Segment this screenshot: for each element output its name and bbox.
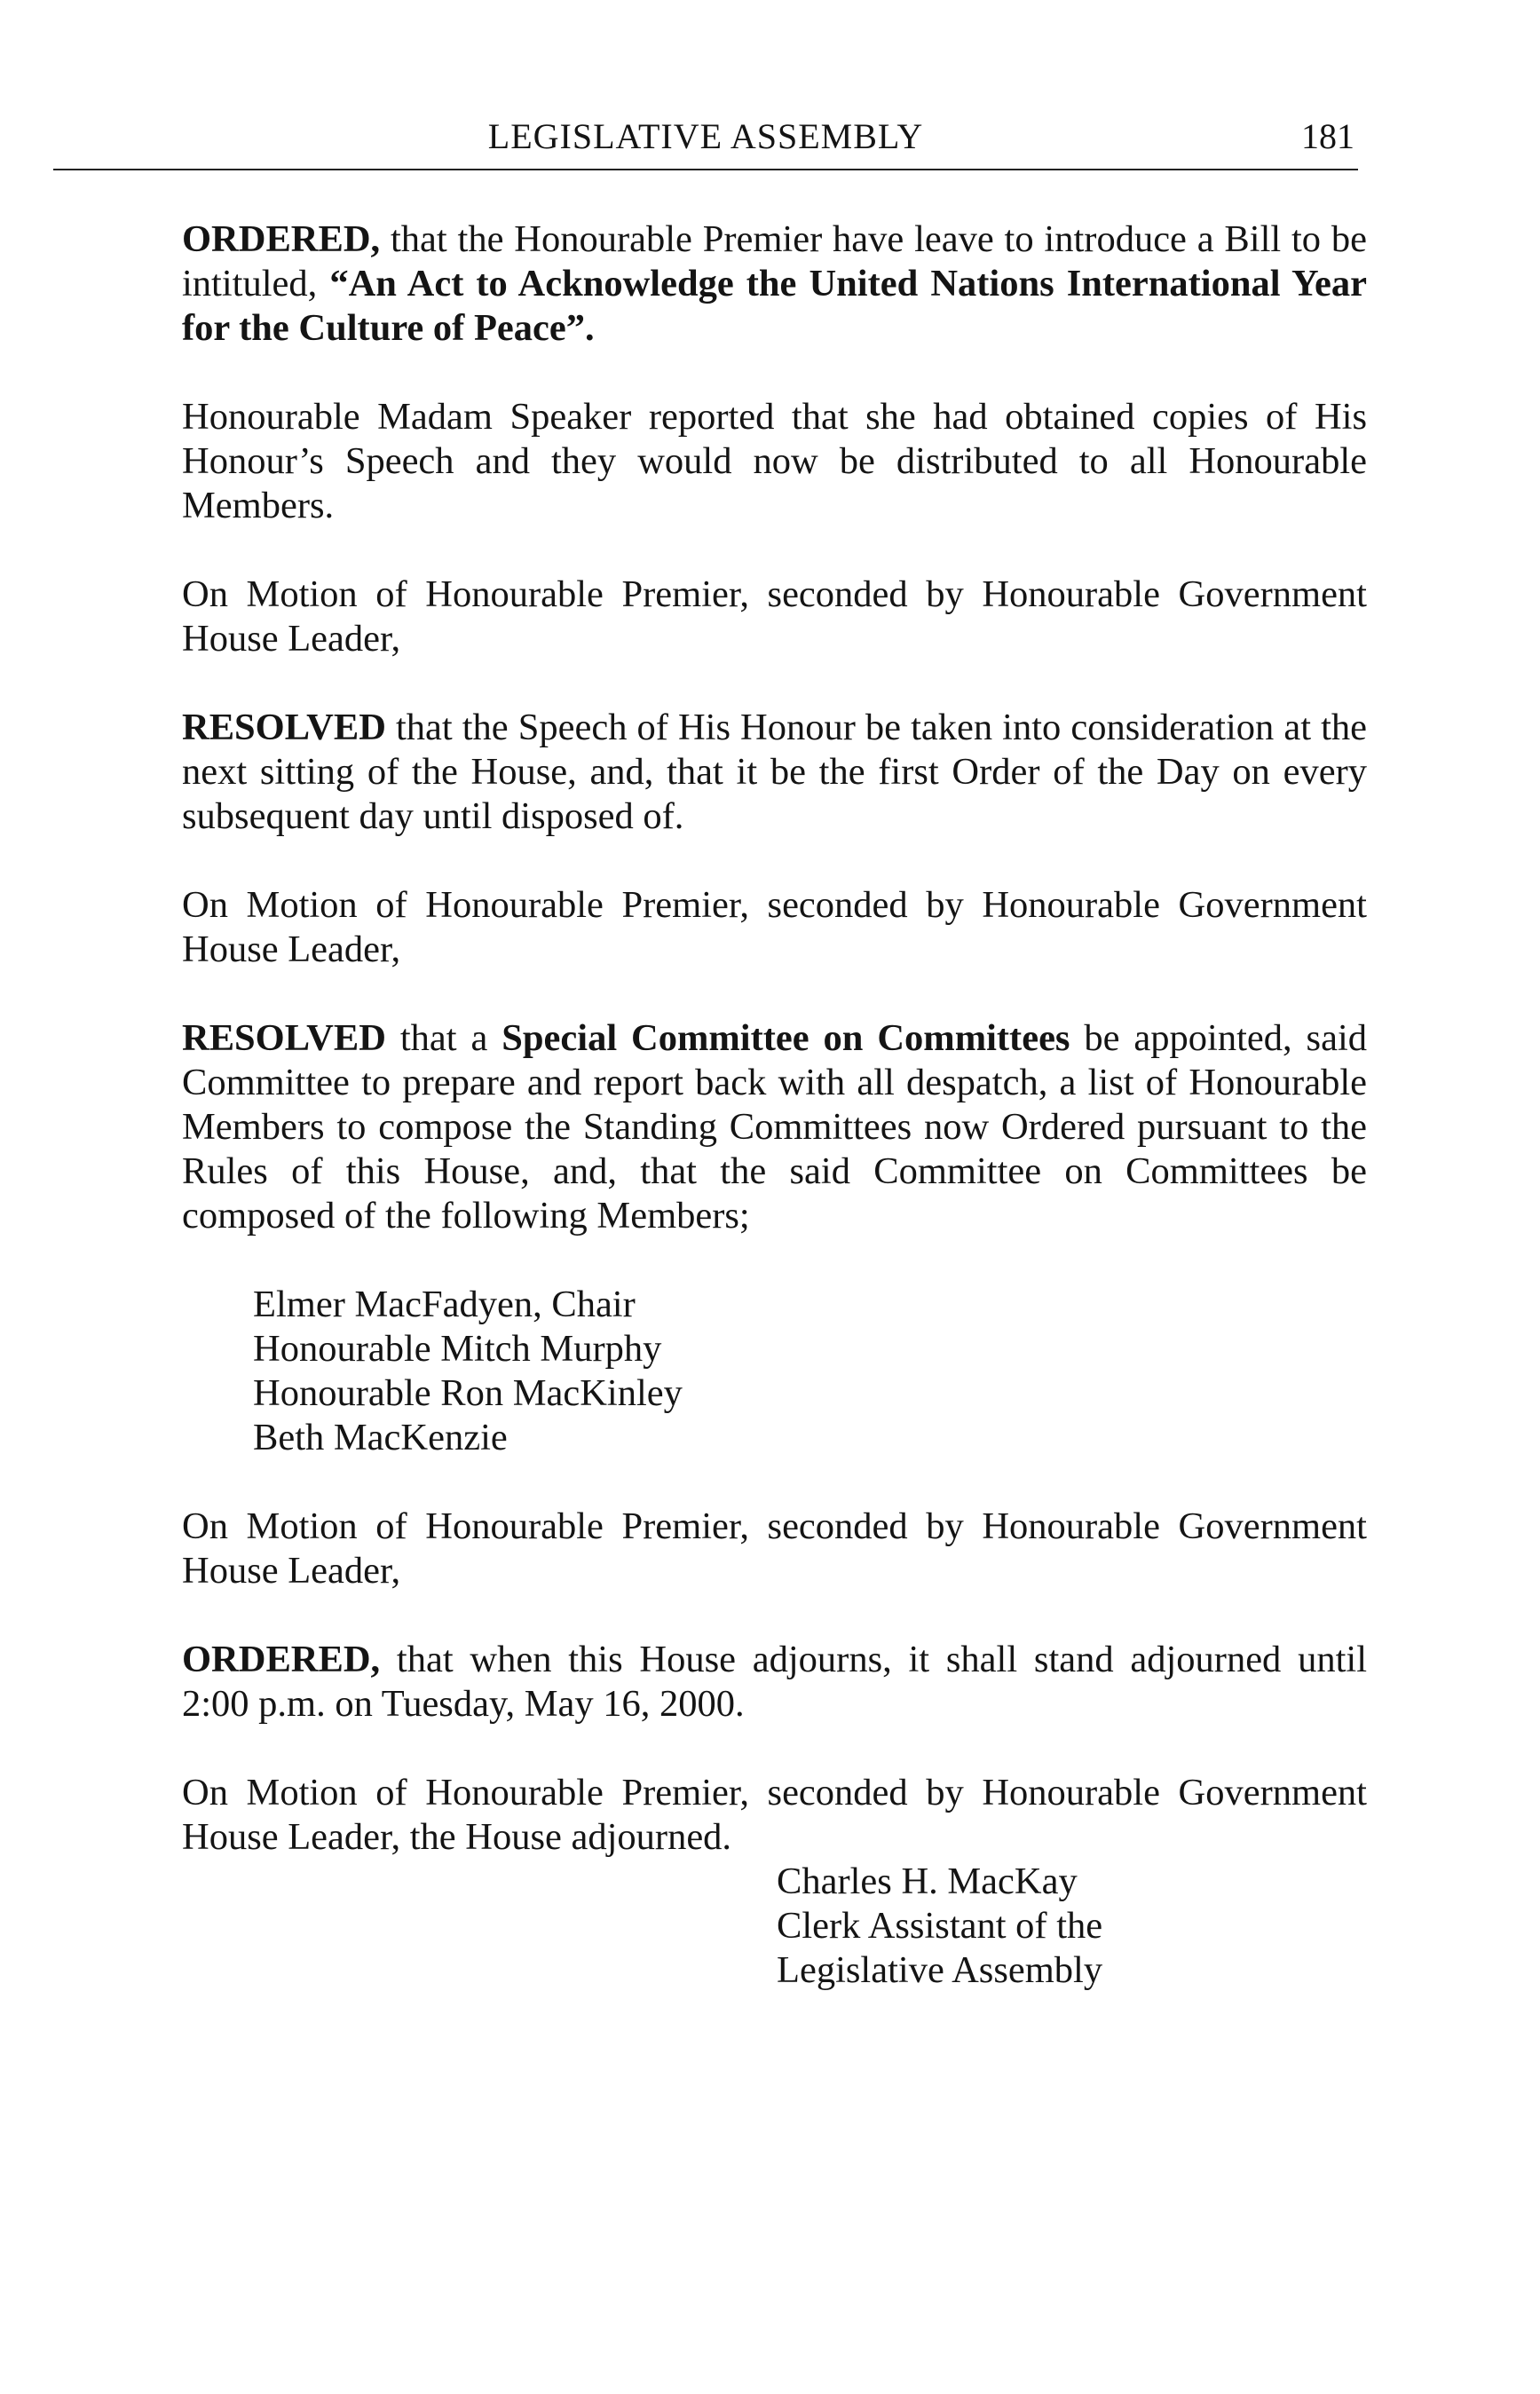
signatory-name: Charles H. MacKay bbox=[777, 1861, 1078, 1902]
ordered-label: ORDERED, bbox=[182, 218, 381, 260]
bill-title: “An Act to Acknowledge the United Nations International Year for the Culture of Peace”. bbox=[182, 263, 1367, 349]
committee-member: Honourable Ron MacKinley bbox=[253, 1372, 683, 1414]
motion-paragraph-2: On Motion of Honourable Premier, seconded by Honourable Government House Leader, bbox=[182, 884, 1367, 970]
page-number: 181 bbox=[1301, 116, 1354, 156]
resolved-committee-text-1: that a bbox=[385, 1017, 502, 1059]
committee-member: Elmer MacFadyen, Chair bbox=[253, 1284, 636, 1325]
speaker-report-paragraph: Honourable Madam Speaker reported that she had obtained copies of His Honour’s Speech and they would now be distributed to all Honourable Members. bbox=[182, 396, 1367, 526]
running-title: LEGISLATIVE ASSEMBLY bbox=[487, 116, 924, 156]
ordered-adjourn-paragraph bbox=[182, 1638, 1367, 1726]
running-header bbox=[53, 115, 1358, 170]
committee-members-list bbox=[253, 1283, 1367, 1460]
ordered-bill-text: that the Honourable Premier have leave to introduce a Bill to be intituled, bbox=[182, 218, 1367, 304]
adjournment-paragraph: On Motion of Honourable Premier, seconded by Honourable Government House Leader, the House adjourned. bbox=[182, 1772, 1367, 1858]
ordered-adjourn-text: that when this House adjourns, it shall stand adjourned until 2:00 p.m. on Tuesday, May 16, 2000. bbox=[182, 1639, 1367, 1725]
committee-member: Beth MacKenzie bbox=[253, 1417, 508, 1458]
signatory-title-line-2: Legislative Assembly bbox=[777, 1949, 1103, 1991]
motion-paragraph-1: On Motion of Honourable Premier, seconded by Honourable Government House Leader, bbox=[182, 573, 1367, 660]
committee-name: Special Committee on Committees bbox=[501, 1017, 1070, 1059]
ordered-label: ORDERED, bbox=[182, 1639, 381, 1680]
resolved-committee-paragraph bbox=[182, 1016, 1367, 1238]
resolved-speech-paragraph bbox=[182, 706, 1367, 839]
resolved-committee-text-2: be appointed, said Committee to prepare and report back with all despatch, a list of Honourable Members to compose the Standing Committees now Ordered pursuant to the Rules of this House, and, that the said Committee on Committees be composed of the following Members; bbox=[182, 1017, 1368, 1237]
committee-member: Honourable Mitch Murphy bbox=[253, 1328, 662, 1370]
resolved-label: RESOLVED bbox=[182, 707, 386, 748]
resolved-label: RESOLVED bbox=[182, 1017, 386, 1059]
ordered-bill-paragraph bbox=[182, 217, 1367, 351]
journal-body bbox=[182, 217, 1367, 1993]
resolved-speech-text: that the Speech of His Honour be taken into consideration at the next sitting of the House, and, that it be the first Order of the Day on every subsequent day until disposed of. bbox=[182, 707, 1367, 837]
signatory-title-line-1: Clerk Assistant of the bbox=[777, 1905, 1103, 1947]
signature-block bbox=[777, 1860, 1367, 1993]
motion-paragraph-3: On Motion of Honourable Premier, seconded by Honourable Government House Leader, bbox=[182, 1505, 1367, 1592]
